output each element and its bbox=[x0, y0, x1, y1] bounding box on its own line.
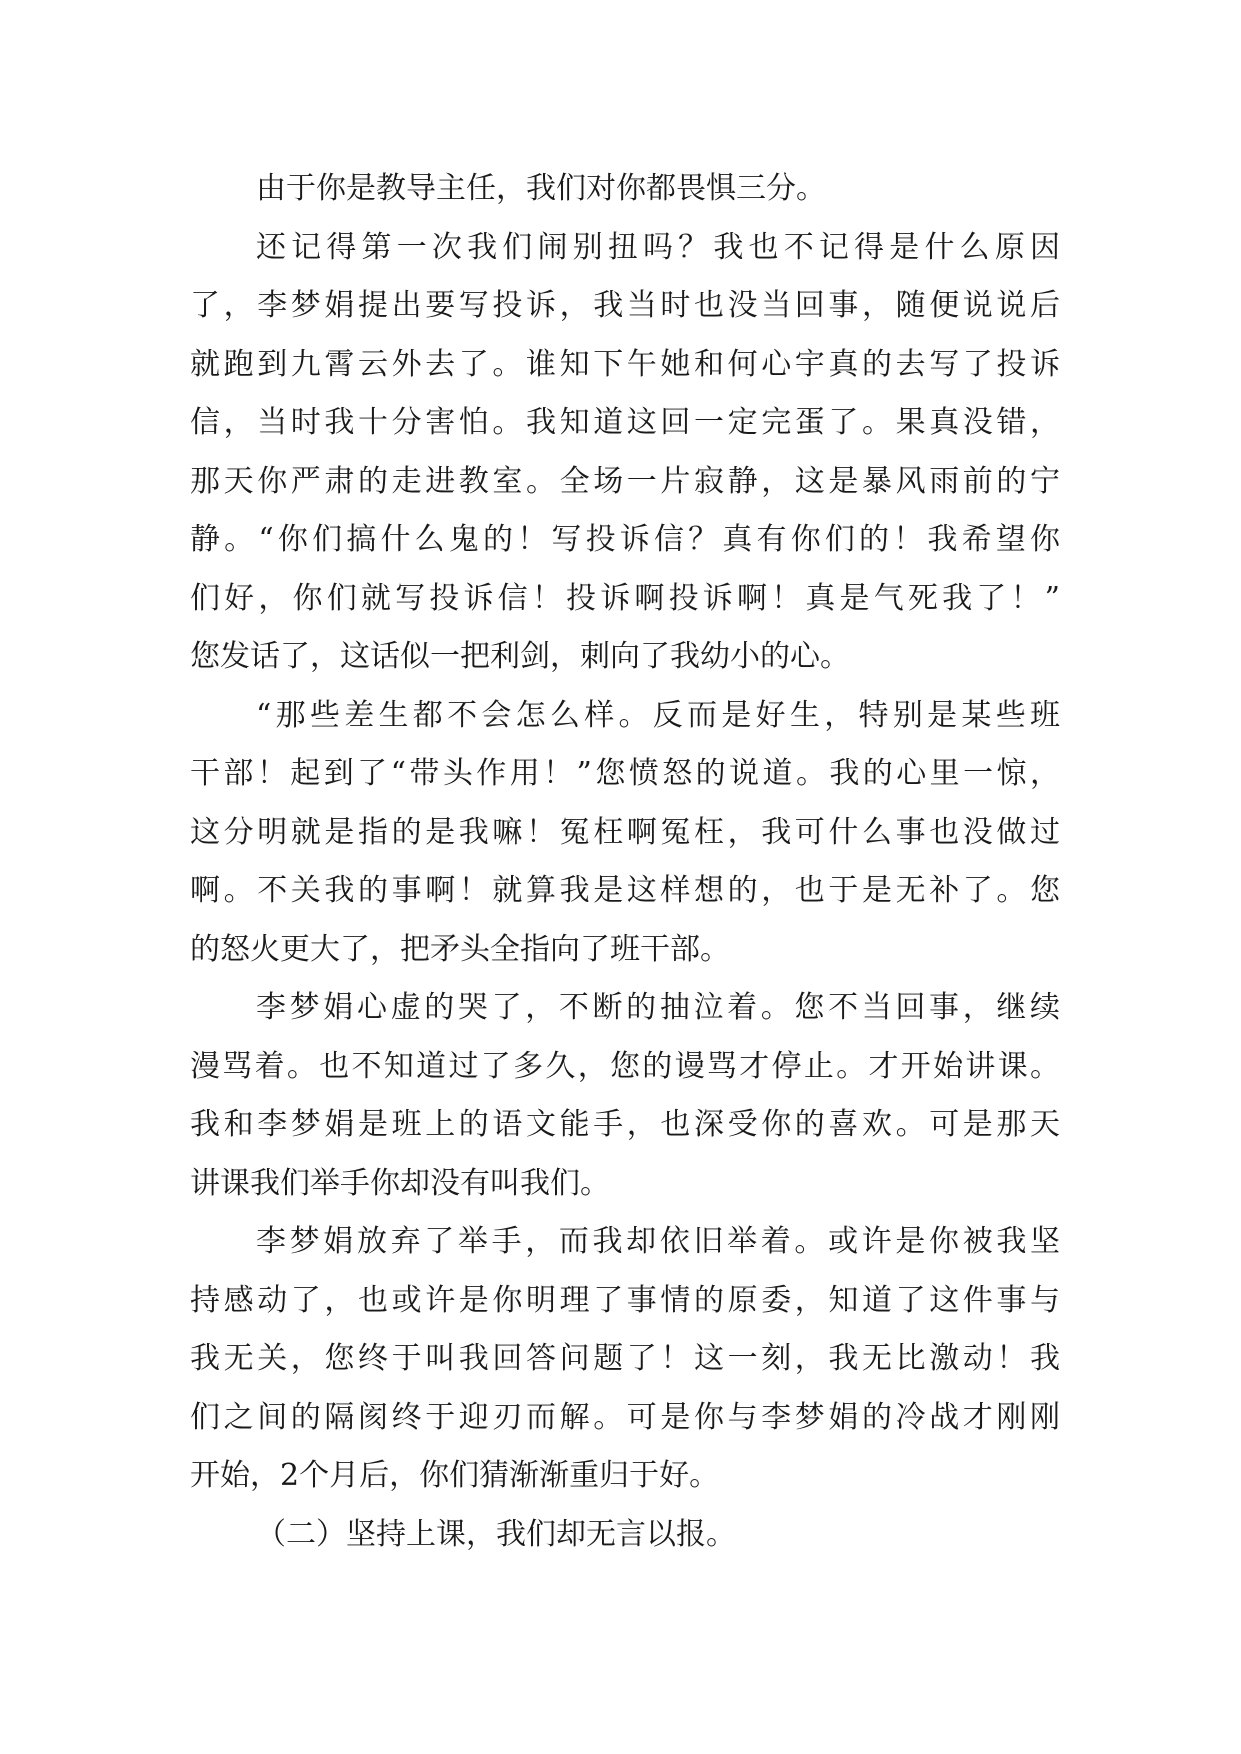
text-line: 这分明就是指的是我嘛！冤枉啊冤枉，我可什么事也没做过 bbox=[190, 814, 1060, 850]
text-line: 干部！起到了“带头作用！”您愤怒的说道。我的心里一惊， bbox=[190, 756, 1060, 791]
text-line: 漫骂着。也不知道过了多久，您的谩骂才停止。才开始讲课。 bbox=[190, 1048, 1060, 1084]
document-body bbox=[190, 160, 1060, 1564]
text-line: 李梦娟放弃了举手，而我却依旧举着。或许是你被我坚 bbox=[256, 1224, 1060, 1259]
text-line: 静。“你们搞什么鬼的！写投诉信？真有你们的！我希望你 bbox=[190, 522, 1060, 557]
text-line: 我无关，您终于叫我回答问题了！这一刻，我无比激动！我 bbox=[190, 1341, 1060, 1376]
text-line: 们之间的隔阂终于迎刃而解。可是你与李梦娟的冷战才刚刚 bbox=[190, 1399, 1060, 1435]
text-line: 您发话了，这话似一把利剑，刺向了我幼小的心。 bbox=[190, 639, 850, 674]
text-line: 我和李梦娟是班上的语文能手，也深受你的喜欢。可是那天 bbox=[190, 1107, 1060, 1142]
text-line: 持感动了，也或许是你明理了事情的原委，知道了这件事与 bbox=[190, 1282, 1060, 1318]
text-line: 讲课我们举手你却没有叫我们。 bbox=[190, 1165, 610, 1201]
text-line: 那天你严肃的走进教室。全场一片寂静，这是暴风雨前的宁 bbox=[190, 463, 1060, 499]
text-line: 的怒火更大了，把矛头全指向了班干部。 bbox=[190, 931, 730, 967]
text-line: （二）坚持上课，我们却无言以报。 bbox=[256, 1516, 736, 1552]
text-line: 信，当时我十分害怕。我知道这回一定完蛋了。果真没错， bbox=[190, 405, 1060, 440]
text-line: 就跑到九霄云外去了。谁知下午她和何心宇真的去写了投诉 bbox=[190, 346, 1060, 382]
text-line: 李梦娟心虚的哭了，不断的抽泣着。您不当回事，继续 bbox=[256, 990, 1060, 1025]
text-line: 开始，2个月后，你们猜渐渐重归于好。 bbox=[190, 1458, 720, 1493]
text-line: 了，李梦娟提出要写投诉，我当时也没当回事，随便说说后 bbox=[190, 288, 1060, 323]
text-line: 啊。不关我的事啊！就算我是这样想的，也于是无补了。您 bbox=[190, 873, 1060, 908]
text-line: “那些差生都不会怎么样。反而是好生，特别是某些班 bbox=[256, 697, 1060, 733]
text-line: 还记得第一次我们闹别扭吗？我也不记得是什么原因 bbox=[256, 229, 1060, 265]
text-line: 由于你是教导主任，我们对你都畏惧三分。 bbox=[256, 171, 826, 206]
text-line: 们好，你们就写投诉信！投诉啊投诉啊！真是气死我了！” bbox=[190, 580, 1060, 616]
